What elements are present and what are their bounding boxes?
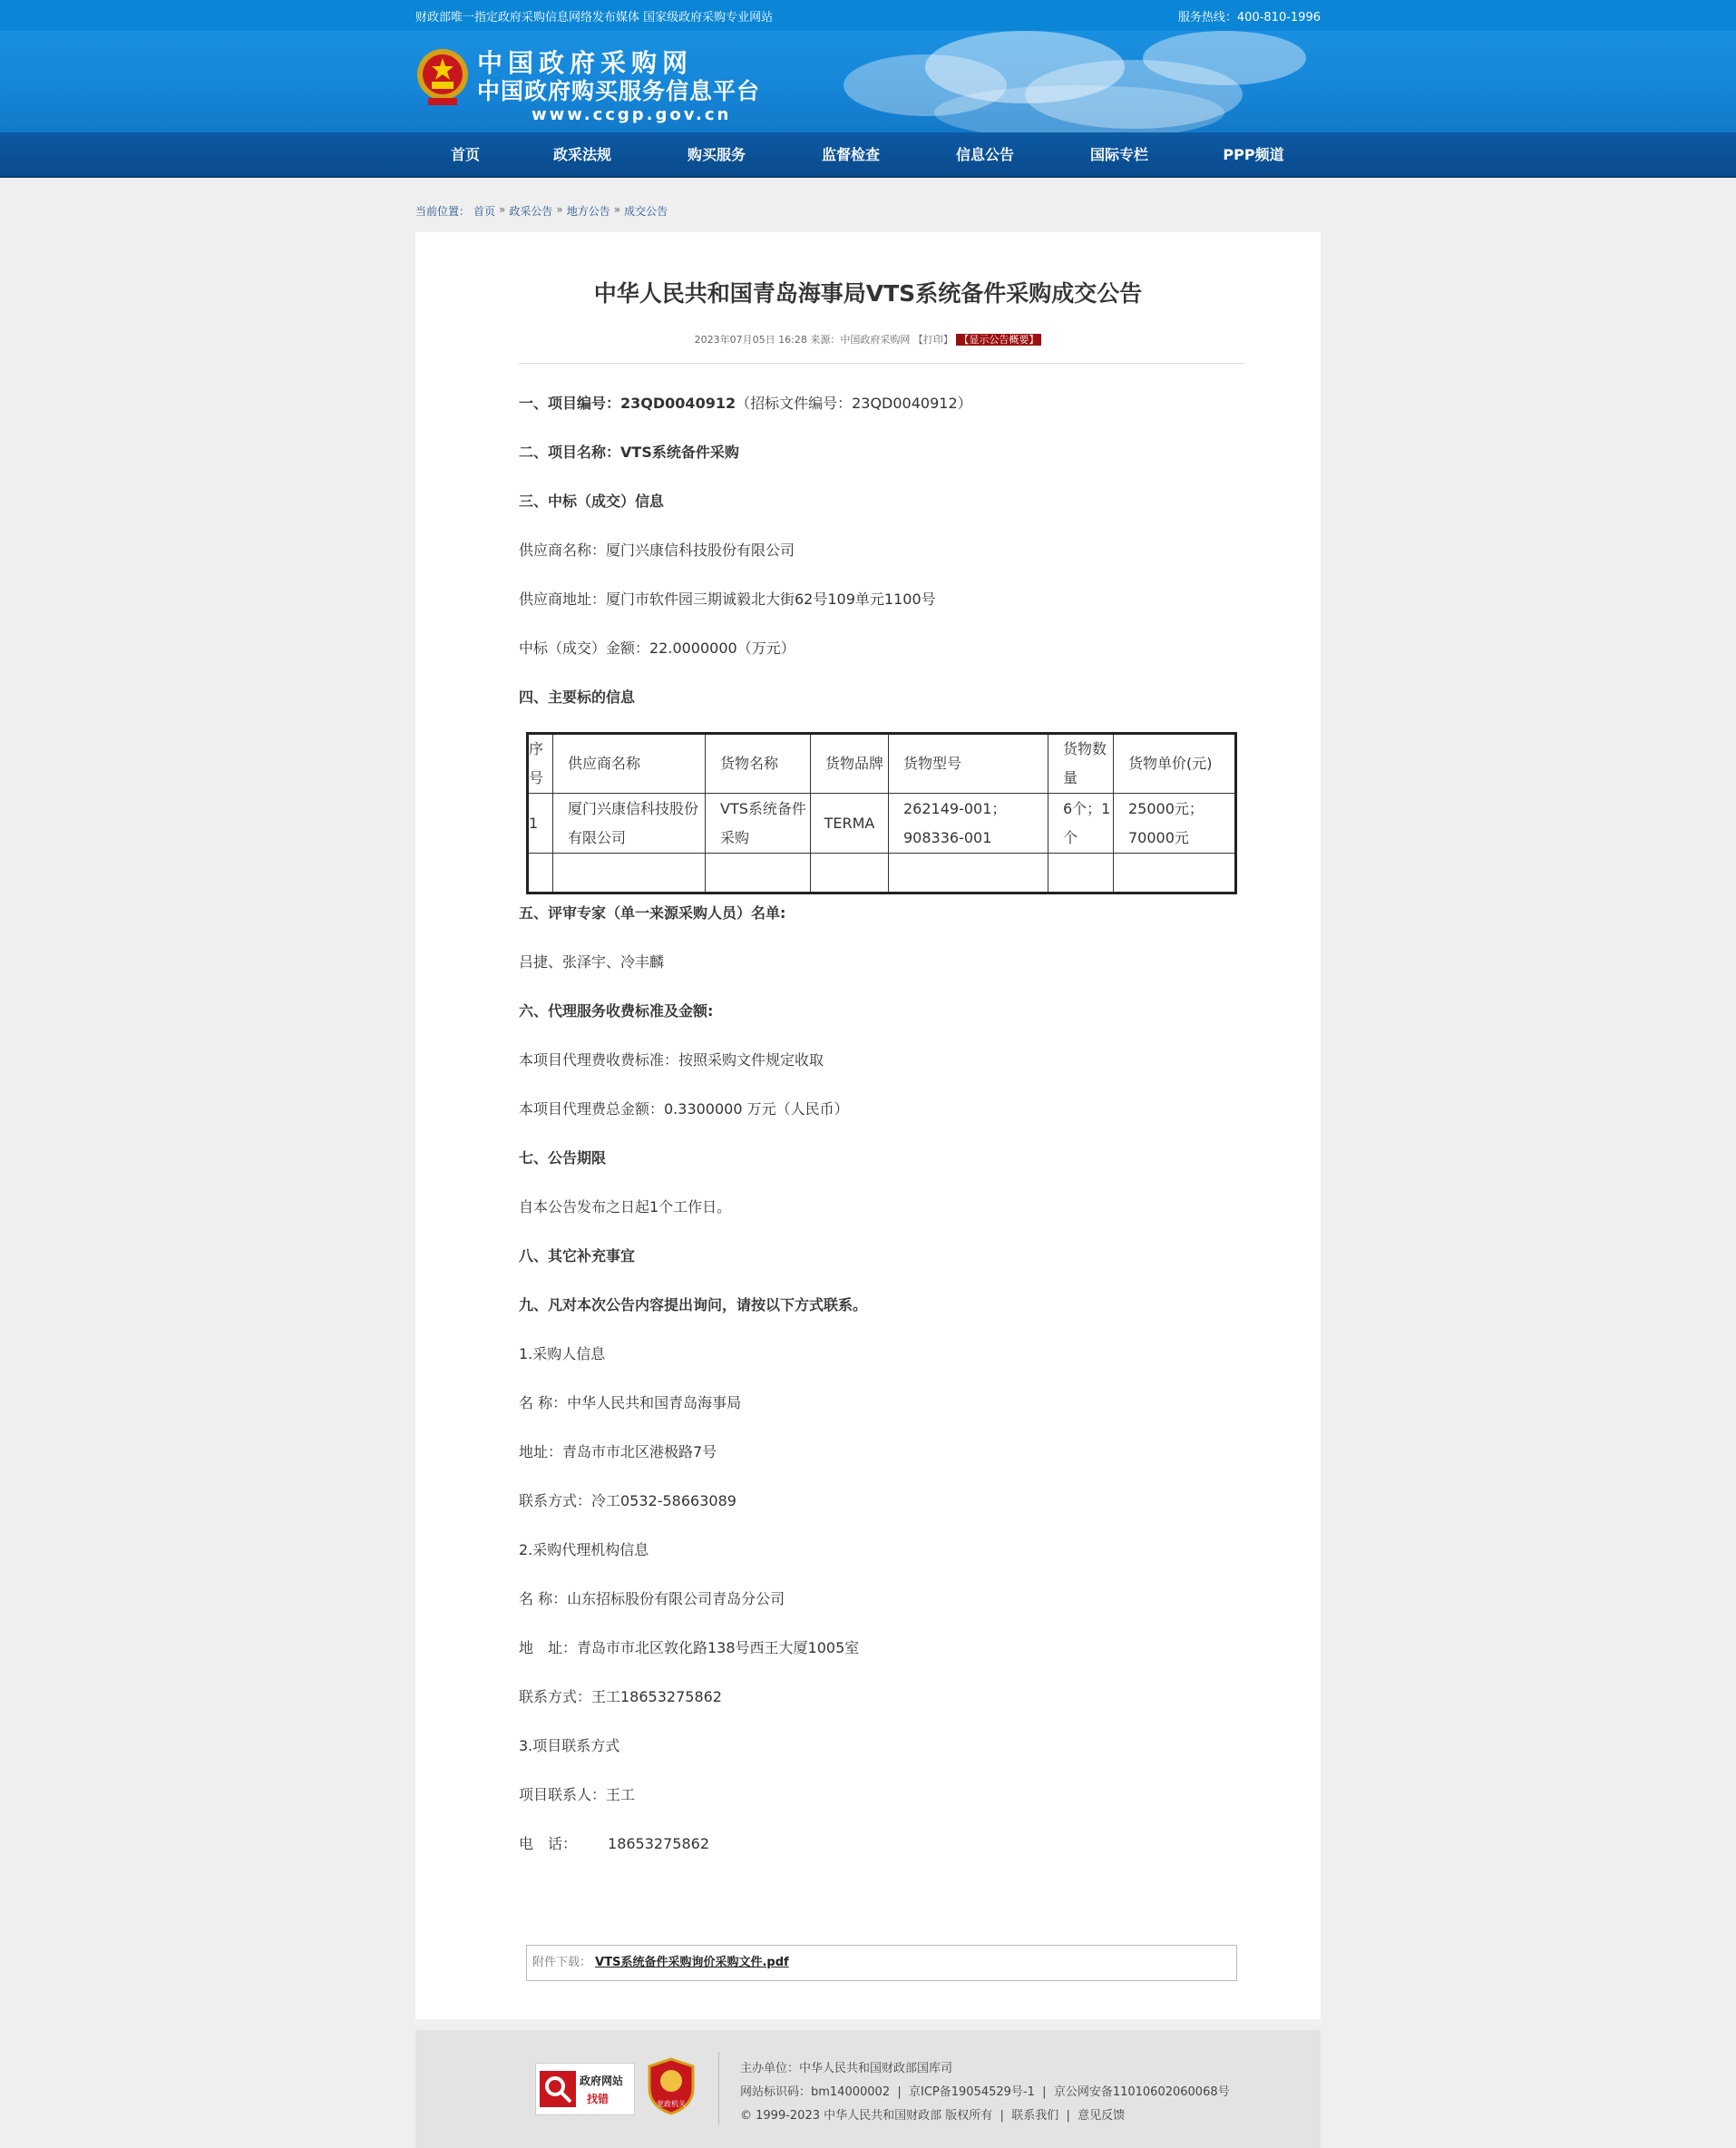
cell-model: 262149-001；908336-001 [889, 794, 1048, 854]
empty-cell [1114, 854, 1236, 893]
th-supplier: 供应商名称 [553, 734, 706, 794]
cell-quantity: 6个；1个 [1048, 794, 1114, 854]
th-quantity: 货物数量 [1048, 734, 1114, 794]
section-other: 八、其它补充事宜 [519, 1247, 636, 1264]
project-phone-number: 18653275862 [608, 1835, 709, 1852]
footer-info [740, 2057, 1230, 2128]
breadcrumb-deal[interactable]: 成交公告 [624, 205, 668, 218]
winning-amount: 中标（成交）金额：22.0000000（万元） [519, 640, 795, 657]
article-panel [415, 232, 1321, 2019]
breadcrumb-separator: » [499, 203, 506, 216]
source: 中国政府采购网 [840, 334, 911, 346]
breadcrumb-local[interactable]: 地方公告 [566, 205, 610, 218]
cell-supplier: 厦门兴康信科技股份有限公司 [553, 794, 706, 854]
nav-supervision[interactable]: 监督检查 [821, 146, 880, 163]
publish-date: 2023年07月05日 16:28 [694, 334, 807, 346]
project-name: VTS系统备件采购 [620, 444, 739, 461]
nav-announcements[interactable]: 信息公告 [955, 146, 1014, 163]
breadcrumb [415, 203, 668, 219]
hotline [1178, 7, 1321, 24]
project-phone-label: 电 话： [519, 1835, 578, 1852]
empty-cell [1048, 854, 1114, 893]
project-number: 23QD0040912 [620, 395, 736, 412]
brand-subtitle: 中国政府购买服务信息平台 [477, 78, 761, 104]
title-divider [519, 363, 1244, 364]
article-meta [415, 332, 1321, 347]
fee-standard: 本项目代理费收费标准：按照采购文件规定收取 [519, 1051, 824, 1069]
section-experts: 五、评审专家（单一来源采购人员）名单: [519, 904, 786, 922]
section-period: 七、公告期限 [519, 1149, 607, 1167]
fee-total: 本项目代理费总金额：0.3300000 万元（人民币） [519, 1100, 849, 1118]
section-agency-fee: 六、代理服务收费标准及金额: [519, 1002, 714, 1020]
nav-ppp[interactable]: PPP频道 [1223, 146, 1284, 163]
national-emblem-icon [415, 47, 470, 107]
agency-info-heading: 2.采购代理机构信息 [519, 1541, 649, 1558]
goods-table [526, 732, 1237, 894]
section-project-number [519, 392, 972, 413]
brand-text [477, 49, 760, 125]
breadcrumb-separator: » [613, 203, 621, 216]
icp-link[interactable]: 京ICP备19054529号-1 [909, 2085, 1035, 2099]
attachment-box [526, 1945, 1237, 1981]
cell-goods-name: VTS系统备件采购 [706, 794, 811, 854]
project-name-label: 二、项目名称： [519, 444, 621, 461]
nav-purchase-services[interactable]: 购买服务 [687, 146, 746, 163]
show-summary-button[interactable]: 【显示公告概要】 [956, 334, 1041, 346]
main-nav [0, 132, 1736, 178]
th-goods-name: 货物名称 [706, 734, 811, 794]
footer-bottom: © 1999-2023 中华人民共和国财政部 版权所有 | 联系我们 | 意见反馈 [740, 2109, 1126, 2123]
clouds-decoration [789, 31, 1351, 132]
site-id: 网站标识码：bm14000002 [740, 2085, 891, 2099]
empty-cell [528, 854, 553, 893]
buyer-info-heading: 1.采购人信息 [519, 1345, 606, 1362]
empty-cell [889, 854, 1048, 893]
copyright: © 1999-2023 中华人民共和国财政部 版权所有 [740, 2109, 993, 2123]
table-row [528, 794, 1236, 854]
party-gov-badge-icon[interactable] [648, 2057, 695, 2115]
attachment-link[interactable]: VTS系统备件采购询价采购文件.pdf [595, 1956, 789, 1969]
experts-list: 吕捷、张泽宇、冷丰麟 [519, 953, 665, 971]
agency-contact: 联系方式：王工18653275862 [519, 1688, 722, 1705]
source-label: 来源： [810, 334, 841, 346]
th-index: 序号 [528, 734, 553, 794]
police-link[interactable]: 京公网安备11010602060068号 [1053, 2085, 1230, 2099]
agency-name: 名 称：山东招标股份有限公司青岛分公司 [519, 1590, 785, 1607]
breadcrumb-home[interactable]: 首页 [473, 205, 496, 218]
breadcrumb-separator: » [556, 203, 563, 216]
feedback-link[interactable]: 意见反馈 [1078, 2109, 1126, 2123]
nav-regulations[interactable]: 政采法规 [552, 146, 611, 163]
attachment-label: 附件下载： [532, 1956, 592, 1969]
empty-cell [811, 854, 889, 893]
nav-home[interactable]: 首页 [450, 146, 480, 163]
nav-international[interactable]: 国际专栏 [1089, 146, 1148, 163]
contact-link[interactable]: 联系我们 [1011, 2109, 1059, 2123]
table-empty-row [528, 854, 1236, 893]
project-number-label: 一、项目编号： [519, 395, 621, 412]
section-main-items: 四、主要标的信息 [519, 688, 636, 706]
logo1-line2: 找错 [587, 2093, 610, 2105]
breadcrumb-notices[interactable]: 政采公告 [509, 205, 553, 218]
section-project-name [519, 441, 739, 462]
project-contact-person: 项目联系人：王工 [519, 1786, 636, 1803]
brand-domain: www.ccgp.gov.cn [532, 105, 732, 124]
hotline-label: 服务热线： [1177, 10, 1237, 24]
tender-number-note: （招标文件编号：23QD0040912） [736, 395, 972, 412]
top-bar [0, 0, 1736, 31]
buyer-name: 名 称：中华人民共和国青岛海事局 [519, 1394, 742, 1411]
footer-ids: 网站标识码：bm14000002 | 京ICP备19054529号-1 | 京公网安备11010602060068号 [740, 2085, 1230, 2099]
project-contact-heading: 3.项目联系方式 [519, 1737, 620, 1754]
footer-host: 主办单位：中华人民共和国财政部国库司 [740, 2062, 953, 2075]
brand-title: 中国政府采购网 [477, 48, 694, 78]
magnifier-icon [540, 2071, 576, 2107]
article-title: 中华人民共和国青岛海事局VTS系统备件采购成交公告 [593, 280, 1143, 307]
empty-cell [706, 854, 811, 893]
breadcrumb-label: 当前位置： [415, 205, 471, 218]
project-phone [519, 1832, 709, 1853]
site-header [0, 31, 1736, 132]
section-winning-info: 三、中标（成交）信息 [519, 493, 665, 510]
print-link[interactable]: 【打印】 [912, 334, 953, 346]
logo1-line1: 政府网站 [580, 2075, 624, 2087]
supplier-address: 供应商地址：厦门市软件园三期诚毅北大街62号109单元1100号 [519, 591, 936, 608]
buyer-contact: 联系方式：冷工0532-58663089 [519, 1492, 736, 1509]
cell-index: 1 [528, 794, 553, 854]
period-text: 自本公告发布之日起1个工作日。 [519, 1198, 732, 1216]
th-unit-price: 货物单价(元) [1114, 734, 1236, 794]
buyer-address: 地址：青岛市市北区港极路7号 [519, 1443, 717, 1460]
footer-divider [718, 2052, 719, 2124]
badge-text: 党政机关 [657, 2100, 686, 2108]
supplier-name: 供应商名称：厦门兴康信科技股份有限公司 [519, 542, 795, 559]
table-header-row [528, 734, 1236, 794]
site-slogan: 财政部唯一指定政府采购信息网络发布媒体 国家级政府采购专业网站 [415, 10, 774, 24]
site-footer [415, 2030, 1321, 2148]
empty-cell [553, 854, 706, 893]
cell-brand: TERMA [811, 794, 889, 854]
th-brand: 货物品牌 [811, 734, 889, 794]
section-contact: 九、凡对本次公告内容提出询问，请按以下方式联系。 [519, 1296, 868, 1313]
cell-unit-price: 25000元；70000元 [1114, 794, 1236, 854]
th-model: 货物型号 [889, 734, 1048, 794]
agency-address: 地 址：青岛市市北区敦化路138号西王大厦1005室 [519, 1639, 860, 1656]
hotline-number: 400-810-1996 [1236, 10, 1321, 24]
gov-site-error-report-logo[interactable] [535, 2063, 635, 2115]
